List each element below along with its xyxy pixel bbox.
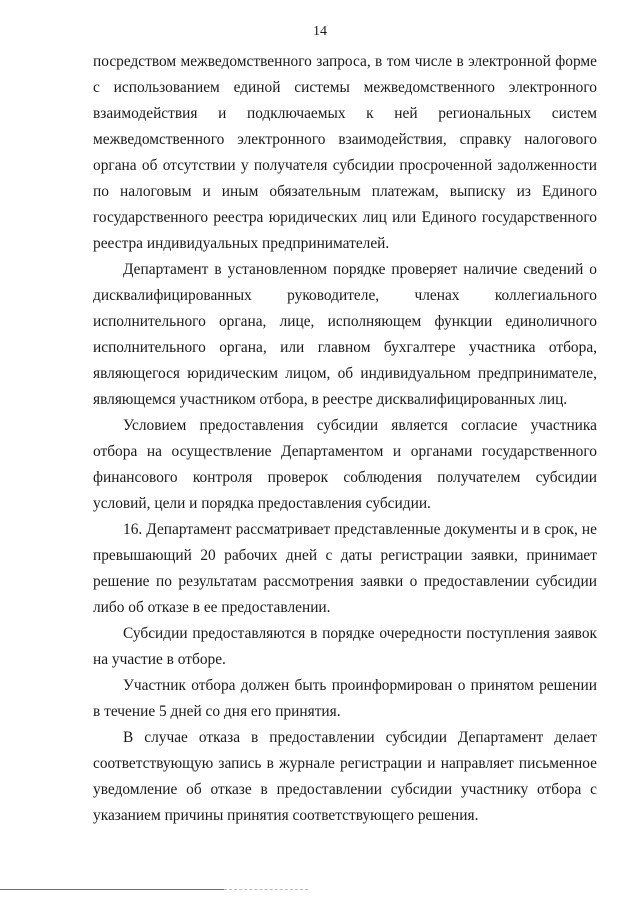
document-body [93,49,597,829]
paragraph-notification-term: Участник отбора должен быть проинформирован о принятом решении в течение 5 дней со дня его принятия. [93,677,597,720]
page-number: 14 [313,24,327,39]
footer-rule-faded [224,889,308,890]
paragraph-order-of-provision: Субсидии предоставляются в порядке очередности поступления заявок на участие в отборе. [93,625,597,668]
paragraph-continuation: посредством межведомственного запроса, в том числе в электронной форме с использованием единой системы межведомственного электронного взаимодействия и подключаемых к ней региональных систем межведомственного электронного взаимодействия, справку налогового органа об отсутствии у получателя субсидии просроченной задолженности по налоговым и иным обязательным платежам, выписку из Единого государственного реестра юридических лиц или Единого государственного реестра индивидуальных предпринимателей. [93,53,597,252]
paragraph-item-16: 16. Департамент рассматривает представленные документы и в срок, не превышающий 20 рабочих дней с даты регистрации заявки, принимает решение по результатам рассмотрения заявки о предоставлении субсидии либо об отказе в ее предоставлении. [93,521,597,616]
paragraph-disqualification-check: Департамент в установленном порядке проверяет наличие сведений о дисквалифицированных руководителе, членах коллегиального исполнительного органа, лице, исполняющем функции единоличного исполнительного органа, или главном бухгалтере участника отбора, являющегося юридическим лицом, об индивидуальном предпринимателе, являющемся участником отбора, в реестре дисквалифицированных лиц. [93,261,597,408]
paragraph-refusal-procedure: В случае отказа в предоставлении субсидии Департамент делает соответствующую запись в журнале регистрации и направляет письменное уведомление об отказе в предоставлении субсидии участнику отбора с указанием причины принятия соответствующего решения. [93,729,597,824]
paragraph-subsidy-condition: Условием предоставления субсидии является согласие участника отбора на осуществление Департаментом и органами государственного финансового контроля проверок соблюдения получателем субсидии условий, цели и порядка предоставления субсидии. [93,417,597,512]
footer-rule [0,889,224,890]
